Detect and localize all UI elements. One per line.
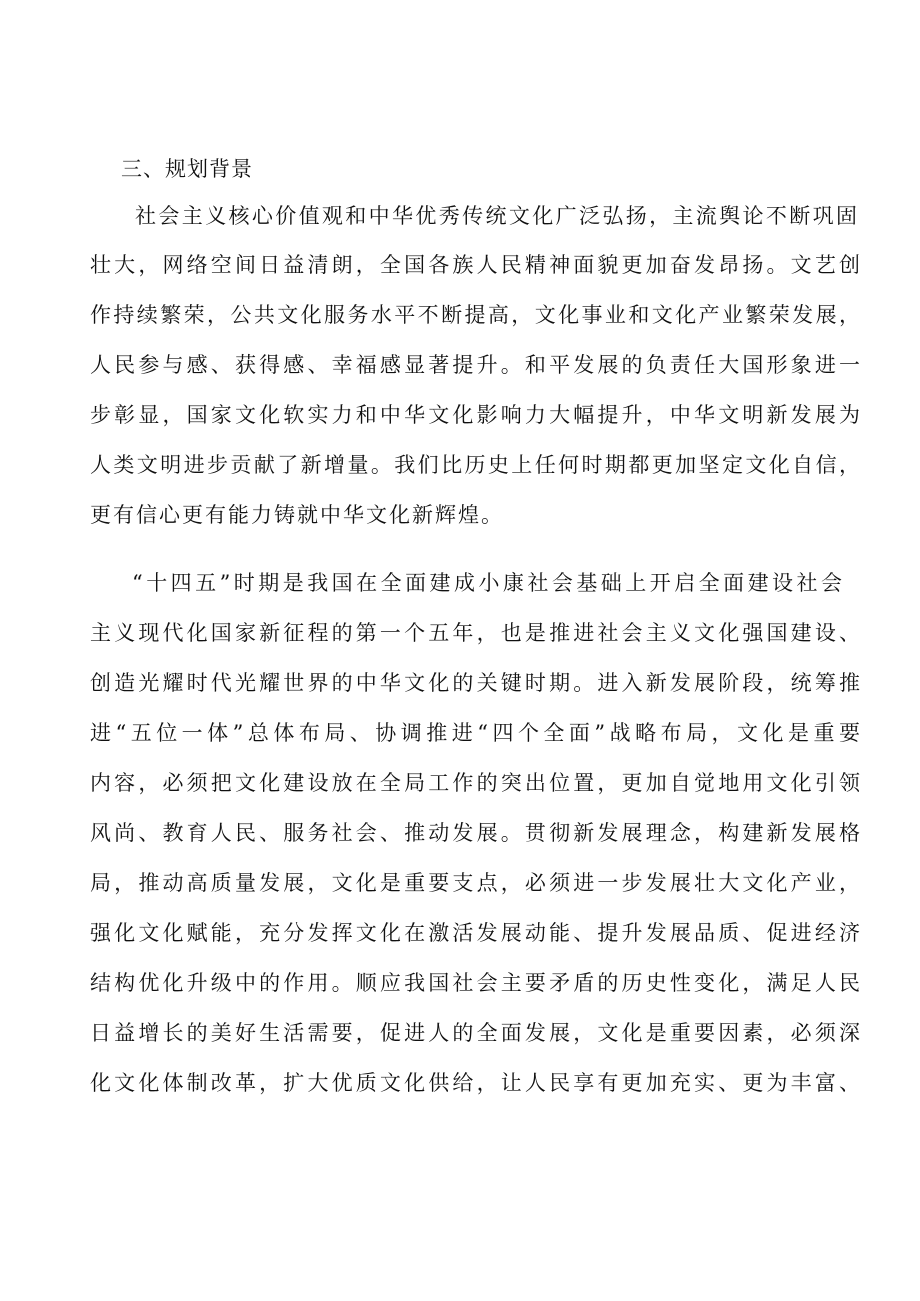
paragraph-line: 更有信心更有能力铸就中华文化新辉煌。 [90, 503, 504, 527]
paragraph-line: 创造光耀时代光耀世界的中华文化的关键时期。进入新发展阶段，统筹推 [90, 671, 860, 695]
paragraph-line: 局，推动高质量发展，文化是重要支点，必须进一步发展壮大文化产业， [90, 871, 860, 895]
paragraph-line: 化文化体制改革，扩大优质文化供给，让人民享有更加充实、更为丰富、 [90, 1071, 860, 1095]
section-heading: 三、规划背景 [121, 157, 253, 181]
paragraph-line: 社会主义核心价值观和中华优秀传统文化广泛弘扬，主流舆论不断巩固 [135, 204, 857, 228]
paragraph-line: 强化文化赋能，充分发挥文化在激活发展动能、提升发展品质、促进经济 [90, 921, 860, 945]
paragraph-line: “十四五”时期是我国在全面建成小康社会基础上开启全面建设社会 [132, 571, 842, 595]
paragraph-line: 壮大，网络空间日益清朗，全国各族人民精神面貌更加奋发昂扬。文艺创 [90, 253, 860, 277]
paragraph-line: 内容，必须把文化建设放在全局工作的突出位置，更加自觉地用文化引领 [90, 771, 860, 795]
paragraph-line: 人民参与感、获得感、幸福感显著提升。和平发展的负责任大国形象进一 [90, 353, 860, 377]
paragraph-line: 风尚、教育人民、服务社会、推动发展。贯彻新发展理念，构建新发展格 [90, 821, 860, 845]
paragraph-line: 作持续繁荣，公共文化服务水平不断提高，文化事业和文化产业繁荣发展， [90, 303, 860, 327]
paragraph-line: 进“五位一体”总体布局、协调推进“四个全面”战略布局，文化是重要 [90, 721, 860, 745]
paragraph-line: 人类文明进步贡献了新增量。我们比历史上任何时期都更加坚定文化自信， [90, 453, 860, 477]
paragraph-line: 日益增长的美好生活需要，促进人的全面发展，文化是重要因素，必须深 [90, 1021, 860, 1045]
paragraph-line: 步彰显，国家文化软实力和中华文化影响力大幅提升，中华文明新发展为 [90, 403, 860, 427]
paragraph-line: 主义现代化国家新征程的第一个五年，也是推进社会主义文化强国建设、 [90, 621, 860, 645]
paragraph-line: 结构优化升级中的作用。顺应我国社会主要矛盾的历史性变化，满足人民 [90, 971, 860, 995]
